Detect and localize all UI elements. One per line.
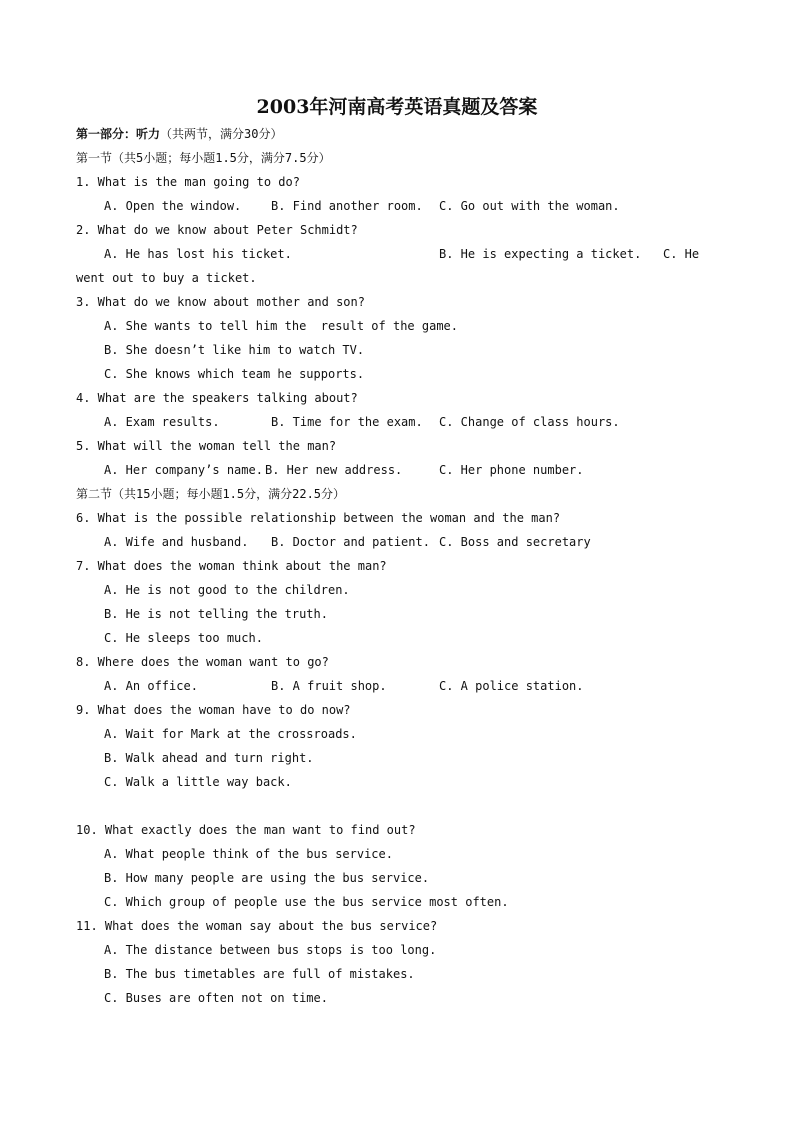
q6-option-a: A. Wife and husband. <box>104 535 249 549</box>
q3-option-a: A. She wants to tell him the result of the game. <box>104 319 459 333</box>
q2-option-b: B. He is expecting a ticket. <box>439 247 642 261</box>
part1-heading-rest: （共两节，满分30分） <box>160 127 283 141</box>
q6-option-c: C. Boss and secretary <box>439 535 591 549</box>
q11-option-c: C. Buses are often not on time. <box>104 991 328 1005</box>
q9-option-c: C. Walk a little way back. <box>104 775 292 789</box>
q2-option-c-continued: went out to buy a ticket. <box>76 271 257 285</box>
q8-option-c: C. A police station. <box>439 679 584 693</box>
question-3: 3. What do we know about mother and son? <box>76 295 365 309</box>
q8-option-a: A. An office. <box>104 679 198 693</box>
part1-heading-bold: 第一部分：听力 <box>76 127 161 141</box>
q4-option-a: A. Exam results. <box>104 415 220 429</box>
q9-option-b: B. Walk ahead and turn right. <box>104 751 314 765</box>
question-8: 8. Where does the woman want to go? <box>76 655 329 669</box>
question-1: 1. What is the man going to do? <box>76 175 300 189</box>
question-10: 10. What exactly does the man want to find out? <box>76 823 416 837</box>
q1-option-c: C. Go out with the woman. <box>439 199 620 213</box>
question-11: 11. What does the woman say about the bus service? <box>76 919 438 933</box>
part1-heading <box>76 126 282 142</box>
q4-option-c: C. Change of class hours. <box>439 415 620 429</box>
q11-option-a: A. The distance between bus stops is too long. <box>104 943 437 957</box>
q8-option-b: B. A fruit shop. <box>271 679 387 693</box>
q4-option-b: B. Time for the exam. <box>271 415 423 429</box>
document-title: 2003年河南高考英语真题及答案 <box>256 96 538 118</box>
question-5: 5. What will the woman tell the man? <box>76 439 337 453</box>
section2-heading: 第二节（共15小题；每小题1.5分，满分22.5分） <box>76 487 346 501</box>
q5-option-b: B. Her new address. <box>265 463 403 477</box>
q3-option-c: C. She knows which team he supports. <box>104 367 365 381</box>
question-2: 2. What do we know about Peter Schmidt? <box>76 223 358 237</box>
q1-option-a: A. Open the window. <box>104 199 242 213</box>
q2-option-c: C. He <box>663 247 700 261</box>
q2-option-a: A. He has lost his ticket. <box>104 247 292 261</box>
question-7: 7. What does the woman think about the man? <box>76 559 387 573</box>
q9-option-a: A. Wait for Mark at the crossroads. <box>104 727 357 741</box>
question-4: 4. What are the speakers talking about? <box>76 391 358 405</box>
q10-option-b: B. How many people are using the bus service. <box>104 871 430 885</box>
q5-option-a: A. Her company’s name. <box>104 463 263 477</box>
question-6: 6. What is the possible relationship between the woman and the man? <box>76 511 561 525</box>
q7-option-a: A. He is not good to the children. <box>104 583 350 597</box>
section1-heading: 第一节（共5小题；每小题1.5分，满分7.5分） <box>76 151 331 165</box>
q6-option-b: B. Doctor and patient. <box>271 535 430 549</box>
question-9: 9. What does the woman have to do now? <box>76 703 351 717</box>
q11-option-b: B. The bus timetables are full of mistakes. <box>104 967 415 981</box>
q10-option-a: A. What people think of the bus service. <box>104 847 393 861</box>
q10-option-c: C. Which group of people use the bus service most often. <box>104 895 509 909</box>
q7-option-b: B. He is not telling the truth. <box>104 607 328 621</box>
q3-option-b: B. She doesn’t like him to watch TV. <box>104 343 365 357</box>
q1-option-b: B. Find another room. <box>271 199 423 213</box>
q5-option-c: C. Her phone number. <box>439 463 584 477</box>
q7-option-c: C. He sleeps too much. <box>104 631 263 645</box>
